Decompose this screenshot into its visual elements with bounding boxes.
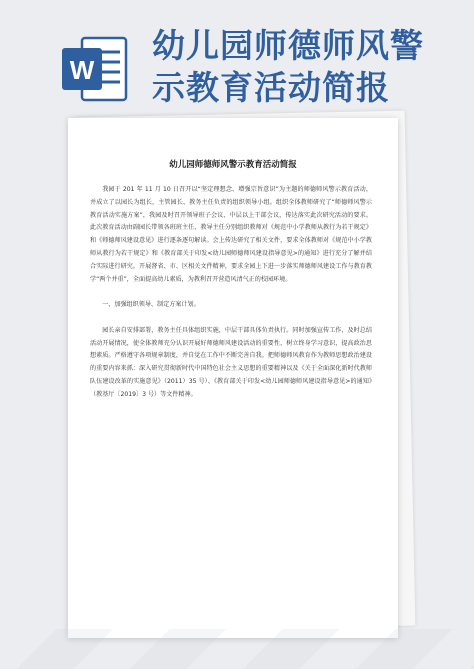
svg-text:W: W xyxy=(69,55,95,85)
banner-title-line-2: 示教育活动简报 xyxy=(152,68,390,107)
document-title: 幼儿园师德师风警示教育活动简报 xyxy=(169,160,297,170)
section-heading: 一、加强组织领导、制定方案计划。 xyxy=(102,301,200,309)
paragraph-section-1: 园长亲自安排部署，教务主任具体组织实施，中层干部具体负责执行。同时加强宣传工作，及时总结活动开展情况，使全体教师充分认识开展好师德师风建设活动的重要性，树立终身学习意识，提高政治思想素质。严格遵守各项规章制度，并自觉在工作中不断完善自我。把师德师风教育作为教师思想政治建设的重要内容来抓：深入研究贯彻新时代中国特色社会主义思想的重要精神以及《关于全面深化新时代教师队伍建设改革的实施意见》（2011）35 号）、《教育部关于印发<幼儿园师德师风建设指导意见>的通知》（教基厅〔2019〕3 号）等文件精神。 xyxy=(90,326,372,398)
paragraph-intro: 我园于 201 年 11 月 10 日召开以“坚定理想念、增强宗旨意识”为主题的师德师风警示教育活动，并成立了以园长为组长，主管园长、教务主任负责的组织领导小组。组织全体教师研究了“师德师风警示教育活动实施方案”，我园及时召开领导班子会议、中层以上干部会议，传达落实此次研究活动的要求。此次教育活动由副园长带领各班班主任、教导主任分别组织教师对《规范中小学教师从教行为若干规定》和《师德师风建设意见》进行逐条逐句解读。会上传达研究了相关文件，要求全体教师对《规范中小学教师从教行为若干规定》和《教育部关于印发<幼儿园师德师风建设指导意见>的通知》进行充分了解并结合实际进行研究。开展督省、市、区相关文件精神，要求全园上下进一步落实师德师风建设工作与教育教学“两个并重”，全面提高幼儿素质，为教利召开营造风清气正的校园环境。 xyxy=(90,186,372,283)
watermark-strip xyxy=(0,629,474,669)
document-body xyxy=(90,184,372,402)
word-icon xyxy=(60,34,130,104)
document-page xyxy=(68,118,398,638)
banner-title-line-1: 幼儿园师德师风警 xyxy=(152,26,424,65)
